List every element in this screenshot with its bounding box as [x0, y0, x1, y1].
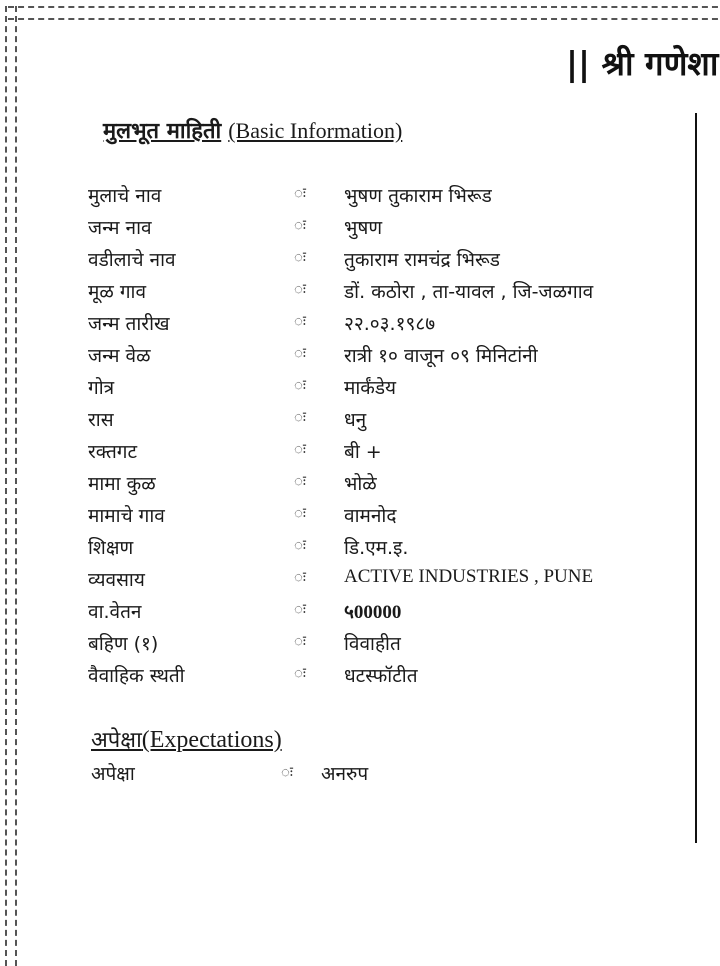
info-label: मामाचे गाव: [88, 505, 165, 527]
info-value: रात्री १० वाजून ०९ मिनिटांनी: [344, 345, 538, 367]
info-separator: ः: [294, 344, 306, 362]
info-label: व्यवसाय: [88, 569, 145, 591]
info-row-education: [88, 532, 688, 564]
info-value: भुषण: [344, 217, 383, 239]
info-separator: ः: [294, 216, 306, 234]
info-row-sister: [88, 628, 688, 660]
expectations-heading: [91, 724, 282, 754]
info-value: भोळे: [344, 473, 377, 495]
info-value: धटस्फॉटीत: [344, 665, 418, 687]
info-value: विवाहीत: [344, 633, 401, 655]
info-value: बी +: [344, 441, 382, 463]
info-separator: ः: [294, 536, 306, 554]
info-row-birth-date: [88, 308, 688, 340]
info-value: डों. कठोरा , ता-यावल , जि-जळगाव: [344, 281, 594, 303]
basic-info-heading-marathi: मुलभूत माहिती: [103, 119, 222, 144]
info-label: वडीलाचे नाव: [88, 249, 176, 271]
expectations-heading-marathi: अपेक्षा: [91, 728, 142, 753]
info-row-occupation: [88, 564, 688, 596]
info-label: रक्तगट: [88, 441, 138, 463]
info-value: धनु: [344, 409, 367, 431]
info-value: भुषण तुकाराम भिरूड: [344, 185, 492, 207]
expectations-value: अनरुप: [321, 763, 369, 785]
info-value: मार्कंडेय: [344, 377, 397, 399]
info-separator: ः: [294, 600, 306, 618]
info-separator: ः: [294, 312, 306, 330]
basic-info-heading-english: (Basic Information): [228, 118, 403, 143]
info-label: जन्म वेळ: [88, 345, 151, 367]
info-value: वामनोद: [344, 505, 397, 527]
info-label: बहिण (१): [88, 633, 159, 655]
dashed-border-top: [8, 6, 720, 20]
info-label: जन्म नाव: [88, 217, 152, 239]
info-separator: ः: [294, 280, 306, 298]
info-row-maternal-clan: [88, 468, 688, 500]
expectations-row: [91, 760, 491, 790]
vertical-divider: [695, 113, 697, 843]
info-row-marital-status: [88, 660, 688, 692]
info-separator: ः: [294, 184, 306, 202]
info-separator: ः: [294, 408, 306, 426]
info-value: ACTIVE INDUSTRIES , PUNE: [344, 566, 594, 587]
expectations-separator: ः: [281, 763, 293, 781]
info-label: मूळ गाव: [88, 281, 147, 303]
info-label: गोत्र: [88, 377, 115, 399]
expectations-heading-english: (Expectations): [141, 727, 282, 753]
info-label: जन्म तारीख: [88, 313, 170, 335]
info-separator: ः: [294, 440, 306, 458]
info-label: रास: [88, 409, 114, 431]
info-row-birth-name: [88, 212, 688, 244]
expectations-label: अपेक्षा: [91, 763, 135, 785]
info-value: डि.एम.इ.: [344, 537, 409, 559]
info-value: ५00000: [344, 602, 402, 623]
info-separator: ः: [294, 248, 306, 266]
info-label: वा.वेतन: [88, 601, 142, 623]
info-label: मामा कुळ: [88, 473, 156, 495]
info-value: २२.०३.१९८७: [344, 313, 436, 335]
info-separator: ः: [294, 664, 306, 682]
info-separator: ः: [294, 376, 306, 394]
basic-info-list: [88, 180, 688, 692]
info-row-native-place: [88, 276, 688, 308]
info-label: शिक्षण: [88, 537, 134, 559]
info-row-birth-time: [88, 340, 688, 372]
page-title: || श्री गणेशा: [566, 44, 719, 83]
basic-info-heading: [103, 115, 402, 145]
info-row-maternal-village: [88, 500, 688, 532]
info-row-gotra: [88, 372, 688, 404]
dashed-border-left: [5, 6, 17, 966]
info-value: तुकाराम रामचंद्र भिरूड: [344, 249, 500, 271]
info-separator: ः: [294, 632, 306, 650]
info-row-blood-group: [88, 436, 688, 468]
info-label: वैवाहिक स्थती: [88, 665, 185, 687]
info-row-father-name: [88, 244, 688, 276]
info-separator: ः: [294, 568, 306, 586]
info-row-child-name: [88, 180, 688, 212]
info-row-annual-salary: [88, 596, 688, 628]
info-label: मुलाचे नाव: [88, 185, 162, 207]
info-separator: ः: [294, 504, 306, 522]
info-separator: ः: [294, 472, 306, 490]
info-row-rashi: [88, 404, 688, 436]
